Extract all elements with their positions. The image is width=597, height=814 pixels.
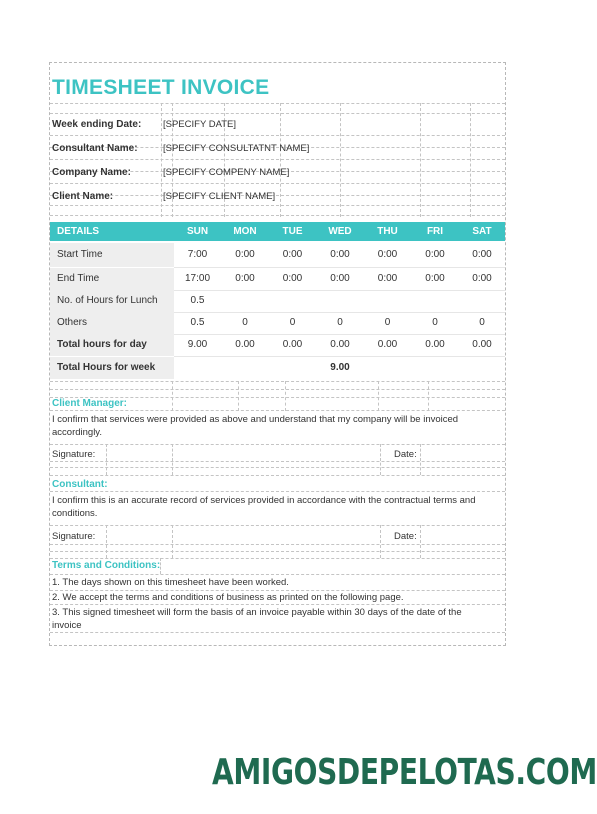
grid-line: [50, 491, 505, 492]
grid-line: [50, 590, 505, 591]
header-tue: TUE: [282, 226, 303, 237]
grid-line: [172, 444, 173, 475]
grid-line: [380, 525, 381, 558]
grid-line: [50, 558, 505, 559]
week-ending-label: Week ending Date:: [52, 119, 142, 130]
grid-line: [50, 183, 505, 184]
grid-line: [50, 551, 505, 552]
table-cell: 0: [432, 317, 438, 328]
terms-item-1: 1. The days shown on this timesheet have been worked.: [52, 577, 289, 588]
grid-line: [238, 381, 239, 411]
table-cell: [364, 290, 411, 312]
table-cell: 0.00: [330, 339, 350, 350]
table-cell: 0:00: [235, 273, 255, 284]
week-ending-value: [SPECIFY DATE]: [163, 119, 237, 130]
grid-line: [470, 103, 471, 217]
grid-line: [420, 525, 421, 558]
table-cell: 0:00: [377, 249, 398, 260]
grid-line: [428, 381, 429, 411]
client-name-label: Client Name:: [52, 191, 114, 202]
grid-line: [172, 525, 173, 558]
table-cell: 0.00: [425, 339, 445, 350]
table-cell: 0:00: [235, 249, 255, 260]
grid-line: [50, 467, 505, 468]
table-header: [50, 222, 505, 241]
table-cell: 0: [479, 317, 485, 328]
consultant-signature-label: Signature:: [52, 531, 96, 542]
header-fri: FRI: [426, 226, 444, 237]
table-cell: 0:00: [330, 249, 350, 260]
grid-line: [106, 444, 107, 475]
grid-line: [50, 103, 505, 104]
table-cell: 0: [289, 317, 296, 328]
row-label: No. of Hours for Lunch: [50, 290, 174, 312]
grid-line: [50, 475, 505, 476]
table-cell: 17:00: [184, 273, 211, 284]
grid-line: [378, 381, 379, 411]
grid-line: [280, 103, 281, 217]
page-title: TIMESHEET INVOICE: [52, 76, 270, 99]
grid-line: [50, 461, 505, 462]
grid-line: [50, 525, 505, 526]
grid-line: [50, 632, 505, 633]
table-cell: 0: [242, 317, 248, 328]
grid-line: [50, 159, 505, 160]
consultant-statement: I confirm this is an accurate record of services provided in accordance with the contractual terms and conditions.: [52, 495, 476, 519]
table-cell: 0:00: [425, 249, 445, 260]
client-name-value: [SPECIFY CLIENT NAME]: [163, 191, 276, 202]
table-cell: 0.00: [282, 339, 303, 350]
table-cell: 7:00: [187, 249, 208, 260]
table-cell: 0:00: [330, 273, 350, 284]
client-manager-date-label: Date:: [394, 449, 417, 460]
grid-line: [50, 544, 505, 545]
table-cell: 0:00: [472, 273, 492, 284]
table-cell: 0:00: [377, 273, 398, 284]
table-cell: 0.00: [235, 339, 255, 350]
grid-line: [50, 574, 505, 575]
row-label: Others: [50, 312, 174, 334]
table-cell: 0.00: [472, 339, 492, 350]
table-cell: 0:00: [472, 249, 492, 260]
header-thu: THU: [377, 226, 398, 237]
grid-line: [50, 444, 505, 445]
row-label: Start Time: [50, 243, 174, 267]
table-cell: 0.5: [190, 295, 205, 306]
company-name-value: [SPECIFY COMPENY NAME]: [163, 167, 290, 178]
table-cell: 0.00: [377, 339, 398, 350]
grid-line: [50, 389, 505, 390]
table-cell: 9.00: [187, 339, 208, 350]
consultant-date-label: Date:: [394, 531, 417, 542]
table-cell: 0:00: [282, 249, 303, 260]
consultant-heading: Consultant:: [52, 479, 108, 490]
header-sun: SUN: [186, 226, 209, 237]
header-mon: MON: [233, 226, 257, 237]
client-manager-signature-label: Signature:: [52, 449, 96, 460]
watermark-logo: AMIGOSDEPELOTAS.COM: [212, 752, 597, 793]
grid-line: [420, 444, 421, 475]
grid-line: [50, 604, 505, 605]
grid-line: [50, 113, 505, 114]
header-details: DETAILS: [57, 226, 100, 237]
week-total-label: Total Hours for week: [50, 357, 174, 379]
company-name-label: Company Name:: [52, 167, 131, 178]
grid-line: [420, 103, 421, 217]
consultant-name-value: [SPECIFY CONSULTATNT NAME]: [163, 143, 310, 154]
grid-line: [161, 103, 162, 217]
grid-line: [50, 205, 505, 206]
table-cell: [316, 290, 364, 312]
grid-line: [50, 135, 505, 136]
grid-line: [285, 381, 286, 411]
header-wed: WED: [328, 226, 352, 237]
table-cell: [411, 290, 459, 312]
grid-line: [50, 381, 505, 382]
grid-line: [172, 381, 173, 411]
terms-heading: Terms and Conditions:: [52, 560, 161, 571]
table-cell: 0: [337, 317, 343, 328]
row-label: End Time: [50, 268, 174, 290]
terms-item-2: 2. We accept the terms and conditions of business as printed on the following page.: [52, 592, 404, 603]
client-manager-statement: I confirm that services were provided as above and understand that my company will be invoiced accordingly.: [52, 414, 459, 438]
table-cell: 0.5: [190, 317, 205, 328]
grid-line: [340, 103, 341, 217]
consultant-name-label: Consultant Name:: [52, 143, 138, 154]
terms-item-3: 3. This signed timesheet will form the basis of an invoice payable within 30 days of the date of the invoice: [52, 607, 462, 631]
table-cell: [221, 290, 269, 312]
grid-line: [50, 215, 505, 216]
grid-line: [380, 444, 381, 475]
table-cell: 0:00: [425, 273, 445, 284]
grid-line: [50, 195, 505, 196]
client-manager-heading: Client Manager:: [52, 398, 128, 409]
table-cell: [269, 290, 316, 312]
header-sat: SAT: [472, 226, 492, 237]
table-cell: 0: [384, 317, 391, 328]
week-total-value: 9.00: [330, 362, 350, 373]
grid-line: [50, 410, 505, 411]
row-label: Total hours for day: [50, 334, 174, 356]
timesheet-sheet: [49, 62, 506, 646]
grid-line: [106, 525, 107, 558]
table-cell: 0:00: [282, 273, 303, 284]
table-cell: [459, 290, 505, 312]
